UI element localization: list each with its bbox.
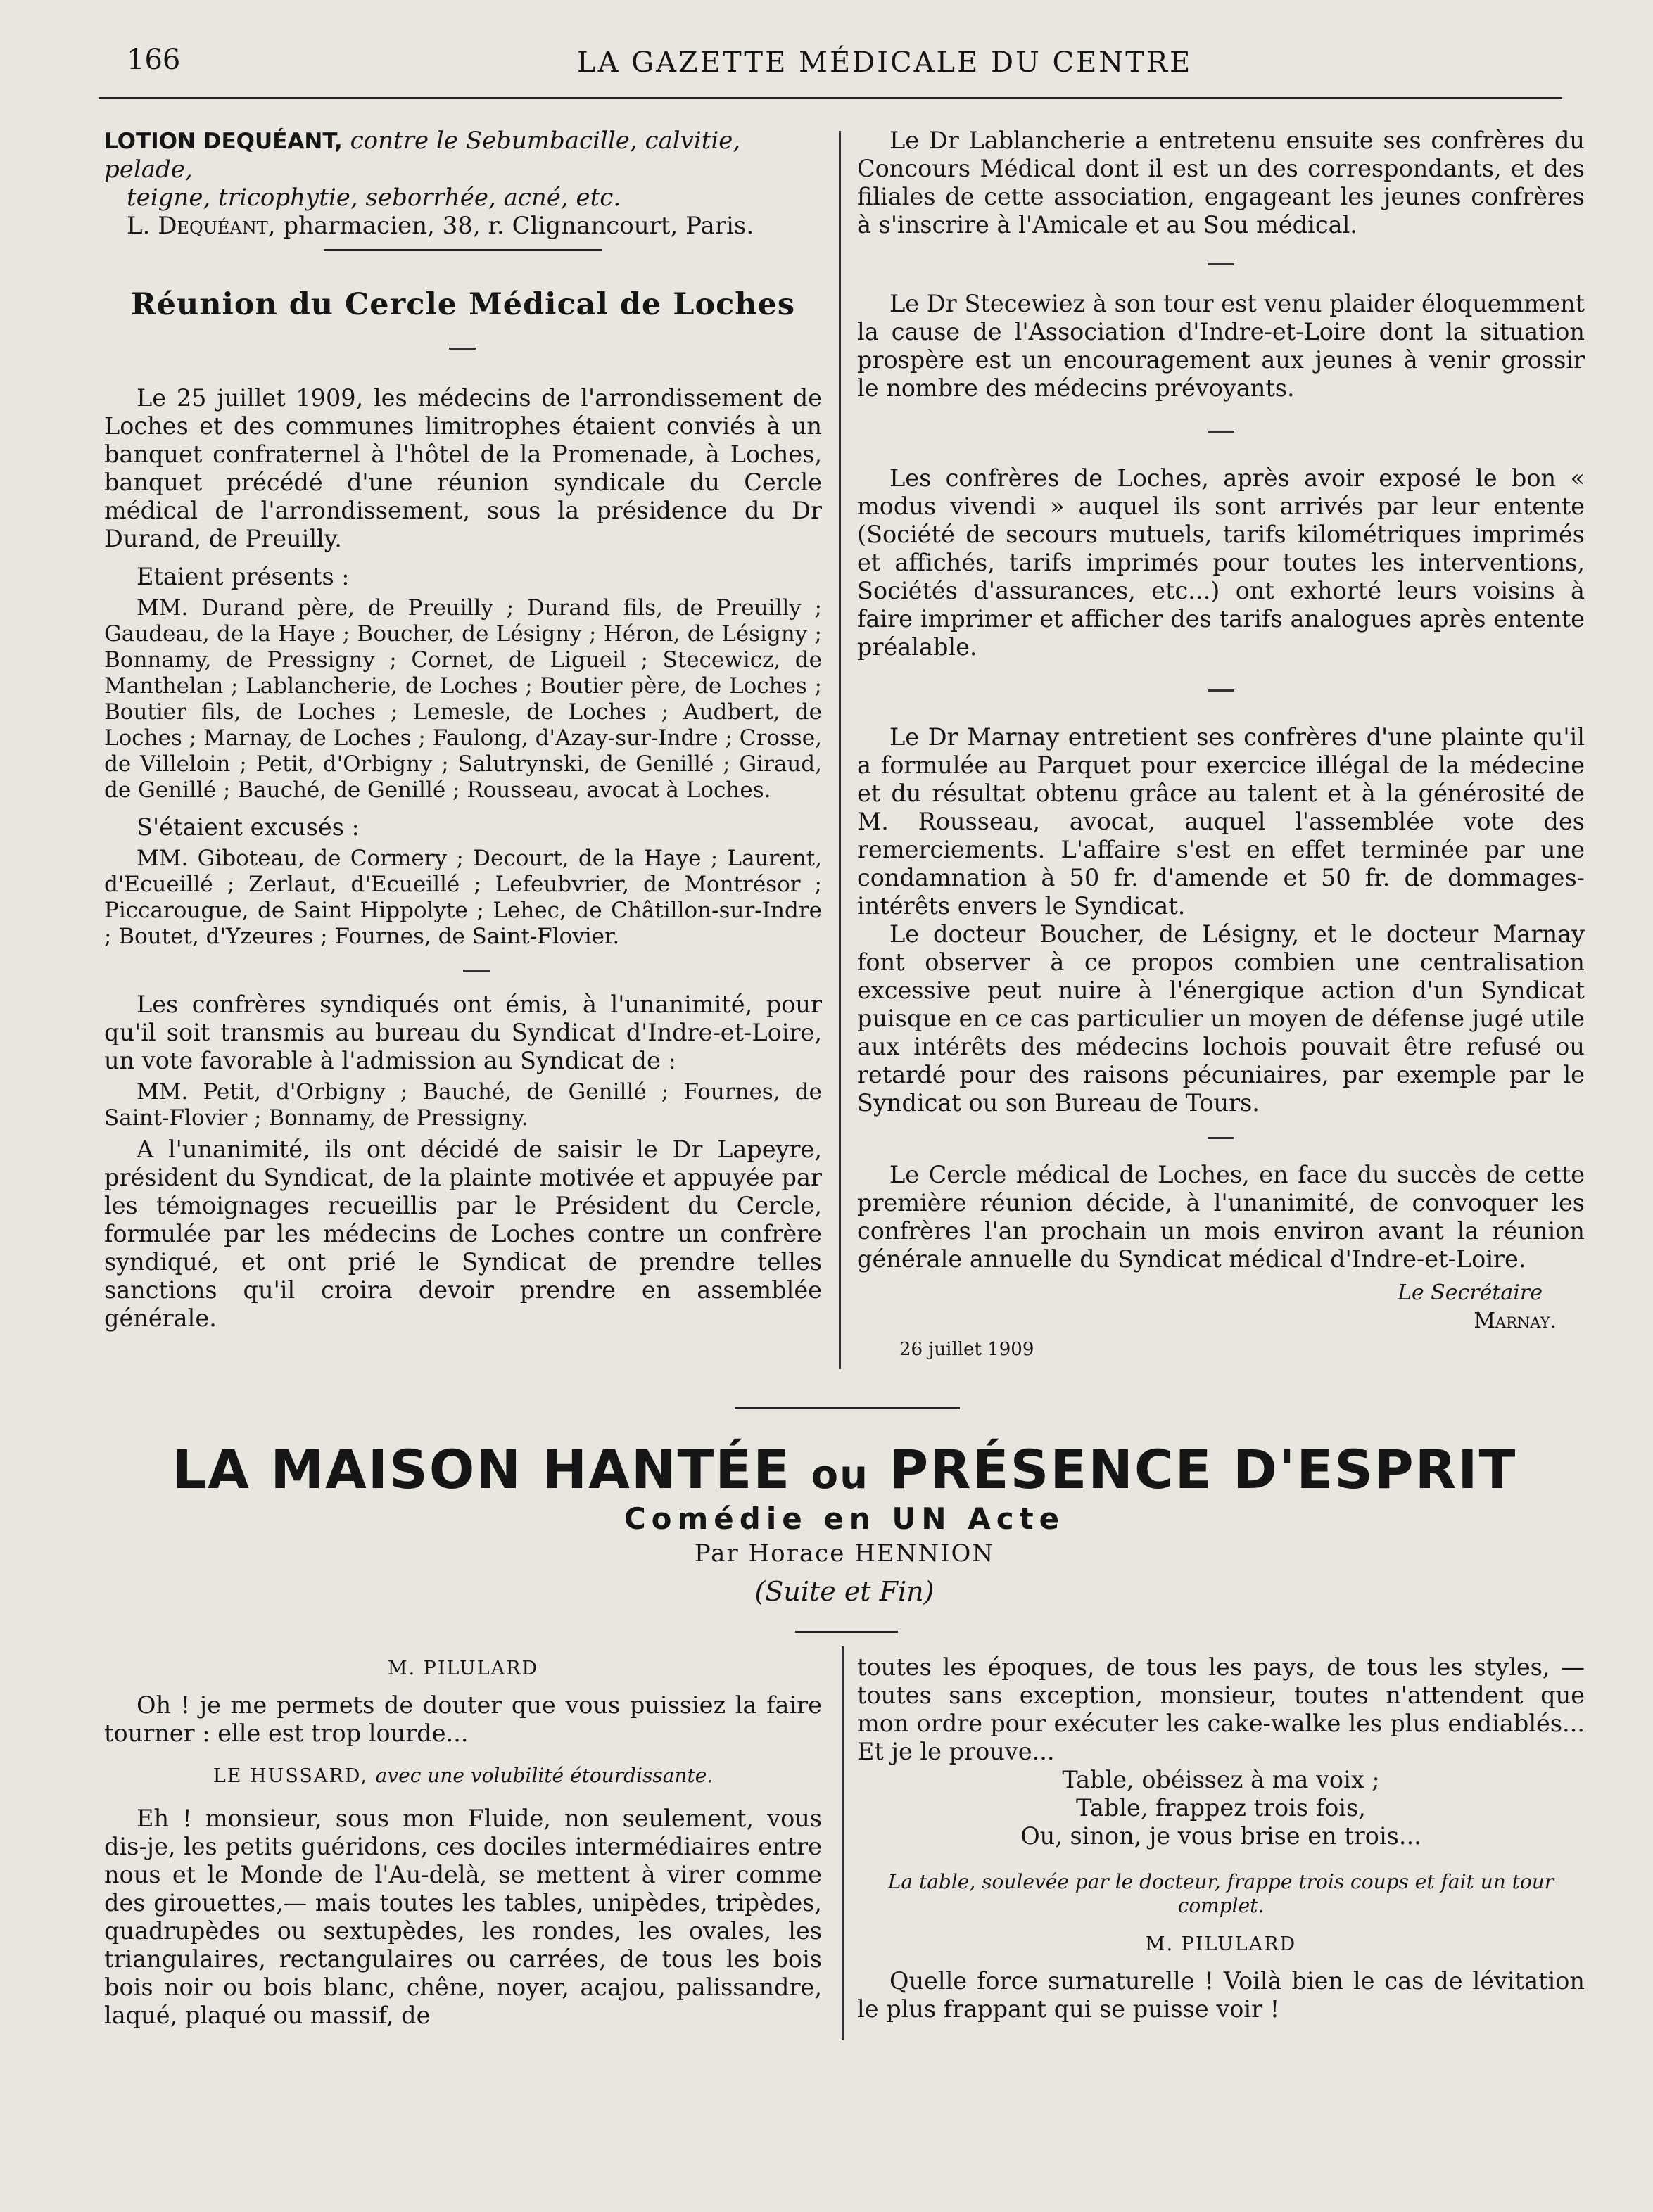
presents-list: MM. Durand père, de Preuilly ; Durand fils, de Preuilly ; Gaudeau, de la Haye ; Boucher, de Lésigny ; Héron, de Lésigny ; Bonnamy, de Pressigny ; Cornet, de Ligueil ; Stecewicz, de Manthelan ; Lablancherie, de Loches ; Boutier père, de Loches ; Boutier fils, de Loches ; Lemesle, de Loches ; Audbert, de Loches ; Marnay, de Loches ; Faulong, d'Azay-sur-Indre ; Crosse, de Villeloin ; Petit, d'Orbigny ; Salutrynski, de Genillé ; Giraud, de Genillé ; Bauché, de Genillé ; Rousseau, avocat à Loches.: [104, 595, 822, 803]
speaker-pilulard-2: M. PILULARD: [1145, 1933, 1297, 1955]
paragraph-dash: [463, 970, 490, 972]
paragraph-dash: [1208, 689, 1234, 692]
marnay-paragraph: Le Dr Marnay entretient ses confrères d'une plainte qu'il a formulée au Parquet pour exercice illégal de la médecine et du résultat obtenu grâce au talent et à la générosité de M. Rousseau, avocat, auquel l'assemblée vote des remerciements. L'affaire s'est en effet terminée par une condamnation à 50 fr. d'amende et 50 fr. de dommages-intérêts envers le Syndicat.: [857, 723, 1585, 920]
admission-paragraph: Les confrères syndiqués ont émis, à l'unanimité, pour qu'il soit transmis au bureau du Syndicat d'Indre-et-Loire, un vote favorable à l'admission au Syndicat de :: [104, 991, 822, 1074]
dash-spacer: [857, 661, 1585, 723]
play-author: Par Horace HENNION: [694, 1539, 995, 1568]
lapeyre-paragraph: A l'unanimité, ils ont décidé de saisir le Dr Lapeyre, président du Syndicat, de la plainte motivée et appuyée par les témoignages recueillis par le Président du Cercle, formulée par les médecins de Loches contre un confrère syndiqué, et ont prié le Syndicat de prendre telles sanctions qu'il croira devoir prendre en assemblée générale.: [104, 1136, 822, 1332]
signature-role: Le Secrétaire: [1397, 1280, 1543, 1305]
reunion-intro: Le 25 juillet 1909, les médecins de l'arrondissement de Loches et des communes limitrophes étaient conviés à un banquet confraternel à l'hôtel de la Promenade, à Loches, banquet précédé d'une réunion syndicale du Cercle médical de l'arrondissement, sous la présidence du Dr Durand, de Preuilly.: [104, 384, 822, 552]
section-separator: [324, 249, 602, 251]
paragraph-dash: [1208, 431, 1234, 433]
reunion-right-column: [857, 127, 1585, 1364]
speaker-pilulard: M. PILULARD: [387, 1658, 539, 1679]
play-title-rule: [795, 1631, 898, 1633]
pilulard-line-1: Oh ! je me permets de douter que vous puissiez la faire tourner : elle est trop lourde...: [104, 1691, 822, 1747]
report-date: 26 juillet 1909: [899, 1339, 1034, 1360]
play-suite: (Suite et Fin): [754, 1576, 935, 1607]
lotion-line3-prefix: L.: [127, 212, 158, 240]
paragraph-dash: [1208, 263, 1234, 265]
lotion-line1: contre le Sebumbacille, calvitie, pelade,: [104, 127, 741, 184]
excuses-heading: S'étaient excusés :: [137, 813, 360, 841]
lotion-brand: LOTION DEQUÉANT,: [104, 129, 343, 154]
section-title: Réunion du Cercle Médical de Loches: [130, 287, 796, 322]
dash-spacer: [857, 239, 1585, 290]
dash-spacer: [857, 402, 1585, 464]
play-title-ou: ou: [811, 1452, 869, 1498]
lotion-advertisement: [104, 127, 822, 240]
lotion-address: , pharmacien, 38, r. Clignancourt, Paris.: [267, 212, 754, 240]
lotion-line2: teigne, tricophytie, seborrhée, acné, etc.: [127, 184, 621, 212]
lotion-pharmacist: Dequéant: [158, 212, 268, 240]
column-divider-bottom: [842, 1646, 844, 2040]
header-rule: [99, 97, 1562, 99]
play-right-column: [857, 1653, 1585, 2023]
reunion-left-column: [104, 384, 822, 1333]
verse-3: Ou, sinon, je vous brise en trois...: [1020, 1822, 1421, 1850]
verse-2: Table, frappez trois fois,: [1076, 1794, 1366, 1822]
verse-1: Table, obéissez à ma voix ;: [1062, 1766, 1380, 1793]
title-dash: [449, 348, 476, 350]
lablancherie-paragraph: Le Dr Lablancherie a entretenu ensuite ses confrères du Concours Médical dont il est un des correspondants, et des filiales de cette association, engageant les jeunes confrères à s'inscrire à l'Amicale et au Sou médical.: [857, 127, 1585, 239]
cercle-paragraph: Le Cercle médical de Loches, en face du succès de cette première réunion décide, à l'unanimité, de convoquer les confrères l'an prochain un mois environ avant la réunion générale annuelle du Syndicat médical d'Indre-et-Loire.: [857, 1161, 1585, 1273]
excuses-list: MM. Giboteau, de Cormery ; Decourt, de la Haye ; Laurent, d'Ecueillé ; Zerlaut, d'Ecueillé ; Lefeubvrier, de Montrésor ; Piccarougue, de Saint Hippolyte ; Lehec, de Châtillon-sur-Indre ; Boutet, d'Yzeures ; Fournes, de Saint-Flovier.: [104, 846, 822, 949]
column-divider-top: [839, 131, 841, 1369]
stage-direction: La table, soulevée par le docteur, frappe trois coups et fait un tour complet.: [887, 1870, 1554, 1917]
hussard-direction: avec une volubilité étourdissante.: [375, 1764, 714, 1787]
play-title-part1: LA MAISON HANTÉE: [172, 1438, 811, 1501]
page-number: 166: [127, 44, 181, 76]
signature-name: Marnay.: [1474, 1309, 1557, 1333]
play-separator: [735, 1407, 960, 1409]
boucher-paragraph: Le docteur Boucher, de Lésigny, et le docteur Marnay font observer à ce propos combien une centralisation excessive peut nuire à l'énergique action d'un Syndicat puisque en ce cas particulier un moyen de défense jugé utile aux intérêts des médecins lochois pouvait être refusé ou retardé pour des raisons pécuniaires, par exemple par le Syndicat ou son Bureau de Tours.: [857, 920, 1585, 1117]
play-title-part2: PRÉSENCE D'ESPRIT: [868, 1438, 1517, 1501]
hussard-line-continued: toutes les époques, de tous les pays, de tous les styles, — toutes sans exception, monsieur, toutes n'attendent que mon ordre pour exécuter les cake-walke les plus endiablés... Et je le prouve...: [857, 1653, 1585, 1765]
speaker-hussard: LE HUSSARD,: [213, 1765, 368, 1787]
stecewiez-paragraph: Le Dr Stecewiez à son tour est venu plaider éloquemment la cause de l'Association d'Indre-et-Loire dont la situation prospère est un encouragement aux jeunes à venir grossir le nombre des médecins prévoyants.: [857, 290, 1585, 402]
hussard-cue: [104, 1760, 822, 1791]
loches-paragraph: Les confrères de Loches, après avoir exposé le bon « modus vivendi » auquel ils sont arrivés par leur entente (Société de secours mutuels, tarifs kilométriques imprimés et affichés, tarifs imprimés pour toutes les interventions, Sociétés d'assurances, etc...) ont exhorté leurs voisins à faire imprimer et afficher des tarifs analogues après entente préalable.: [857, 464, 1585, 661]
play-subtitle: Comédie en UN Acte: [623, 1501, 1065, 1536]
pilulard-line-2: Quelle force surnaturelle ! Voilà bien le cas de lévitation le plus frappant qui se puisse voir !: [857, 1967, 1585, 2023]
journal-title: LA GAZETTE MÉDICALE DU CENTRE: [577, 46, 1193, 79]
admission-list: MM. Petit, d'Orbigny ; Bauché, de Genillé ; Fournes, de Saint-Flovier ; Bonnamy, de Pressigny.: [104, 1079, 822, 1131]
page-header: [127, 44, 1576, 86]
play-title: [104, 1438, 1585, 1501]
dash-spacer: [857, 1117, 1585, 1161]
dash-spacer: [104, 950, 822, 991]
play-left-column: [104, 1655, 822, 2030]
paragraph-dash: [1208, 1137, 1234, 1139]
presents-heading: Etaient présents :: [137, 563, 350, 590]
hussard-line: Eh ! monsieur, sous mon Fluide, non seulement, vous dis-je, les petits guéridons, ces dociles intermédiaires entre nous et le Monde de l'Au-delà, se mettent à virer comme des girouettes,— mais toutes les tables, unipèdes, tripèdes, quadrupèdes ou sextupèdes, les rondes, les ovales, les triangulaires, rectangulaires ou carrées, de tous les bois bois noir ou bois blanc, chêne, noyer, acajou, palissandre, laqué, plaqué ou massif, de: [104, 1805, 822, 2029]
